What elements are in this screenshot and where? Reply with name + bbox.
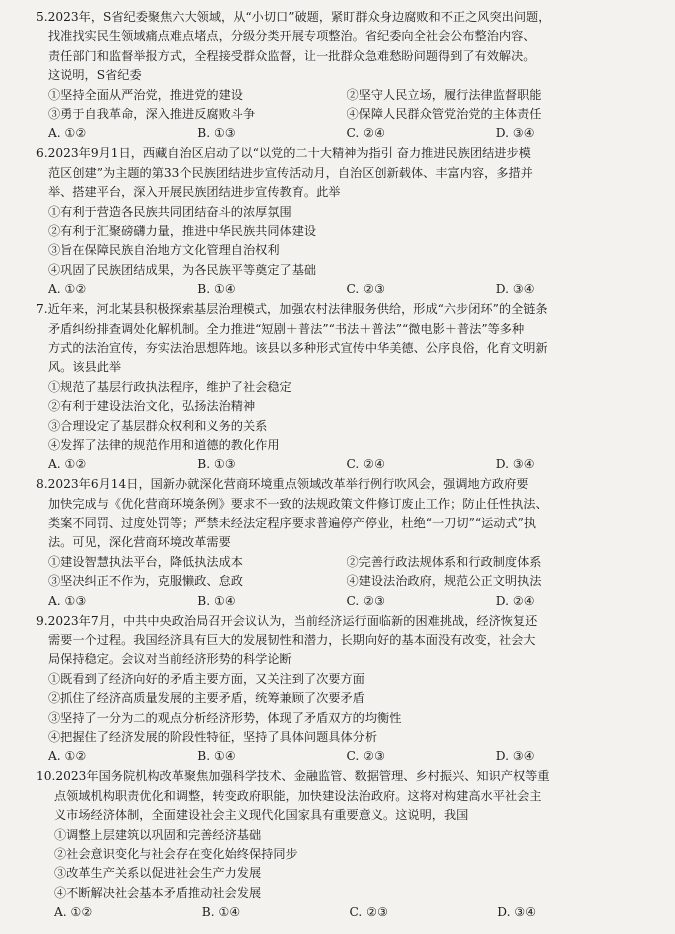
answer-choices xyxy=(36,747,645,766)
option: ①建设智慧执法平台，降低执法成本 xyxy=(48,554,243,569)
answer-choice-b: B. ①④ xyxy=(197,749,236,764)
option: ④不断解决社会基本矛盾推动社会发展 xyxy=(54,885,262,900)
question-stem-line: 6.2023年9月1日，西藏自治区启动了以“以党的二十大精神为指引 奋力推进民族团结进步模 xyxy=(36,146,531,161)
option: ④建设法治政府，规范公正文明执法 xyxy=(346,574,542,589)
answer-choice-b: B. ①③ xyxy=(197,126,236,141)
question-stem-line: 这说明，S省纪委 xyxy=(48,68,142,83)
answer-choice-d: D. ③④ xyxy=(495,457,535,472)
question-stem-line: 8.2023年6月14日，国新办就深化营商环境重点领域改革举行例行吹风会，强调地方政府要 xyxy=(36,477,529,492)
question-7 xyxy=(36,300,645,475)
answer-choice-c: C. ②③ xyxy=(346,749,385,764)
answer-choice-a: A. ①② xyxy=(48,457,87,472)
option: ①规范了基层行政执法程序，维护了社会稳定 xyxy=(48,379,292,394)
option: ②有利于汇聚磅礴力量，推进中华民族共同体建设 xyxy=(48,223,317,238)
option: ①坚持全面从严治党，推进党的建设 xyxy=(48,87,243,102)
answer-choice-b: B. ①④ xyxy=(201,905,241,920)
question-6 xyxy=(36,144,645,299)
question-stem-line: 矛盾纠纷排查调处化解机制。全力推进“短剧＋普法”“书法＋普法”“微电影＋普法”等多种 xyxy=(48,321,525,336)
question-8 xyxy=(36,475,645,611)
question-stem-line: 方式的法治宣传，夯实法治思想阵地。该县以多种形式宣传中华美德、公序良俗，化育文明新 xyxy=(48,340,548,355)
option: ③坚持了一分为二的观点分析经济形势，体现了矛盾双方的均衡性 xyxy=(48,710,402,725)
option-row xyxy=(36,86,645,105)
answer-choice-d: D. ③④ xyxy=(495,282,535,297)
answer-choice-c: C. ②④ xyxy=(346,126,385,141)
option: ②坚守人民立场，履行法律监督职能 xyxy=(346,87,542,102)
answer-choice-c: C. ②③ xyxy=(346,593,385,608)
answer-choice-d: D. ③④ xyxy=(497,905,537,920)
answer-choice-b: B. ①④ xyxy=(197,282,236,297)
option: ④发挥了法律的规范作用和道德的教化作用 xyxy=(48,437,280,452)
answer-choice-b: B. ①④ xyxy=(197,593,236,608)
question-stem-line: 义市场经济体制，全面建设社会主义现代化国家具有重要意义。这说明，我国 xyxy=(54,808,469,823)
question-stem-line: 10.2023年国务院机构改革聚焦加强科学技术、金融监管、数据管理、乡村振兴、知识产权等重 xyxy=(36,769,550,784)
answer-choice-a: A. ①② xyxy=(48,126,87,141)
question-stem-line: 责任部门和监督举报方式，全程接受群众监督，让一批群众急难愁盼问题得到了有效解决。 xyxy=(48,48,536,63)
answer-choices xyxy=(36,903,645,922)
option-row xyxy=(36,105,645,124)
answer-choice-c: C. ②④ xyxy=(346,457,385,472)
answer-choice-a: A. ①③ xyxy=(48,593,87,608)
option: ②抓住了经济高质量发展的主要矛盾，统筹兼顾了次要矛盾 xyxy=(48,691,365,706)
question-stem-line: 举、搭建平台，深入开展民族团结进步宣传教育。此举 xyxy=(48,185,341,200)
answer-choice-b: B. ①③ xyxy=(197,457,236,472)
option: ①调整上层建筑以巩固和完善经济基础 xyxy=(54,827,262,842)
answer-choice-c: C. ②③ xyxy=(346,282,385,297)
question-stem-line: 加快完成与《优化营商环境条例》要求不一致的法规政策文件修订废止工作；防止任性执法、 xyxy=(48,496,548,511)
option-row xyxy=(36,572,645,591)
question-stem-line: 7.近年来，河北某县积极探索基层治理模式，加强农村法律服务供给，形成“六步闭环”的全链条 xyxy=(36,302,548,317)
question-stem-line: 范区创建”为主题的第33个民族团结进步宣传活动月，自治区创新载体、丰富内容，多措并 xyxy=(48,165,533,180)
question-stem-line: 找准找实民生领域痛点难点堵点，分级分类开展专项整治。省纪委向全社会公布整治内容、 xyxy=(48,29,536,44)
question-10 xyxy=(36,767,645,922)
option: ②社会意识变化与社会存在变化始终保持同步 xyxy=(54,846,298,861)
answer-choices xyxy=(36,592,645,611)
answer-choices xyxy=(36,124,645,143)
option: ④保障人民群众管党治党的主体责任 xyxy=(346,107,542,122)
option: ③改革生产关系以促进社会生产力发展 xyxy=(54,866,262,881)
answer-choice-c: C. ②③ xyxy=(349,905,388,920)
option: ②完善行政法规体系和行政制度体系 xyxy=(346,554,542,569)
answer-choice-a: A. ①② xyxy=(54,905,93,920)
question-stem-line: 法。可见，深化营商环境改革需要 xyxy=(48,535,231,550)
question-stem-line: 类案不同罚、过度处罚等；严禁未经法定程序要求普遍停产停业，杜绝“一刀切”“运动式”执 xyxy=(48,516,537,531)
answer-choice-d: D. ②④ xyxy=(495,593,535,608)
option: ②有利于建设法治文化，弘扬法治精神 xyxy=(48,399,256,414)
question-stem-line: 点领域机构职责优化和调整，转变政府职能，加快建设法治政府。这将对构建高水平社会主 xyxy=(54,788,542,803)
option: ③坚决纠正不作为，克服懒政、怠政 xyxy=(48,574,243,589)
answer-choices xyxy=(36,455,645,474)
answer-choice-a: A. ①② xyxy=(48,282,87,297)
question-stem-line: 9.2023年7月，中共中央政治局召开会议认为，当前经济运行面临新的困难挑战，经济恢复还 xyxy=(36,613,538,628)
question-5 xyxy=(36,8,645,144)
option: ①既看到了经济向好的矛盾主要方面，又关注到了次要方面 xyxy=(48,671,365,686)
answer-choice-a: A. ①② xyxy=(48,749,87,764)
question-stem-line: 5.2023年，S省纪委聚焦六大领域，从“小切口”破题，紧盯群众身边腐败和不正之风突出问题， xyxy=(36,10,551,24)
option: ③合理设定了基层群众权利和义务的关系 xyxy=(48,418,268,433)
option: ③旨在保障民族自治地方文化管理自治权利 xyxy=(48,243,280,258)
answer-choice-d: D. ③④ xyxy=(495,749,535,764)
option: ④巩固了民族团结成果，为各民族平等奠定了基础 xyxy=(48,262,317,277)
answer-choices xyxy=(36,280,645,299)
option-row xyxy=(36,553,645,572)
question-stem-line: 局保持稳定。会议对当前经济形势的科学论断 xyxy=(48,652,292,667)
question-stem-line: 需要一个过程。我国经济具有巨大的发展韧性和潜力，长期向好的基本面没有改变，社会大 xyxy=(48,633,536,647)
answer-choice-d: D. ③④ xyxy=(495,126,535,141)
option: ①有利于营造各民族共同团结奋斗的浓厚氛围 xyxy=(48,204,292,219)
option: ④把握住了经济发展的阶段性特征，坚持了具体问题具体分析 xyxy=(48,730,378,745)
question-stem-line: 风。该县此举 xyxy=(48,360,122,375)
question-9 xyxy=(36,612,645,767)
option: ③勇于自我革命，深入推进反腐败斗争 xyxy=(48,107,256,122)
